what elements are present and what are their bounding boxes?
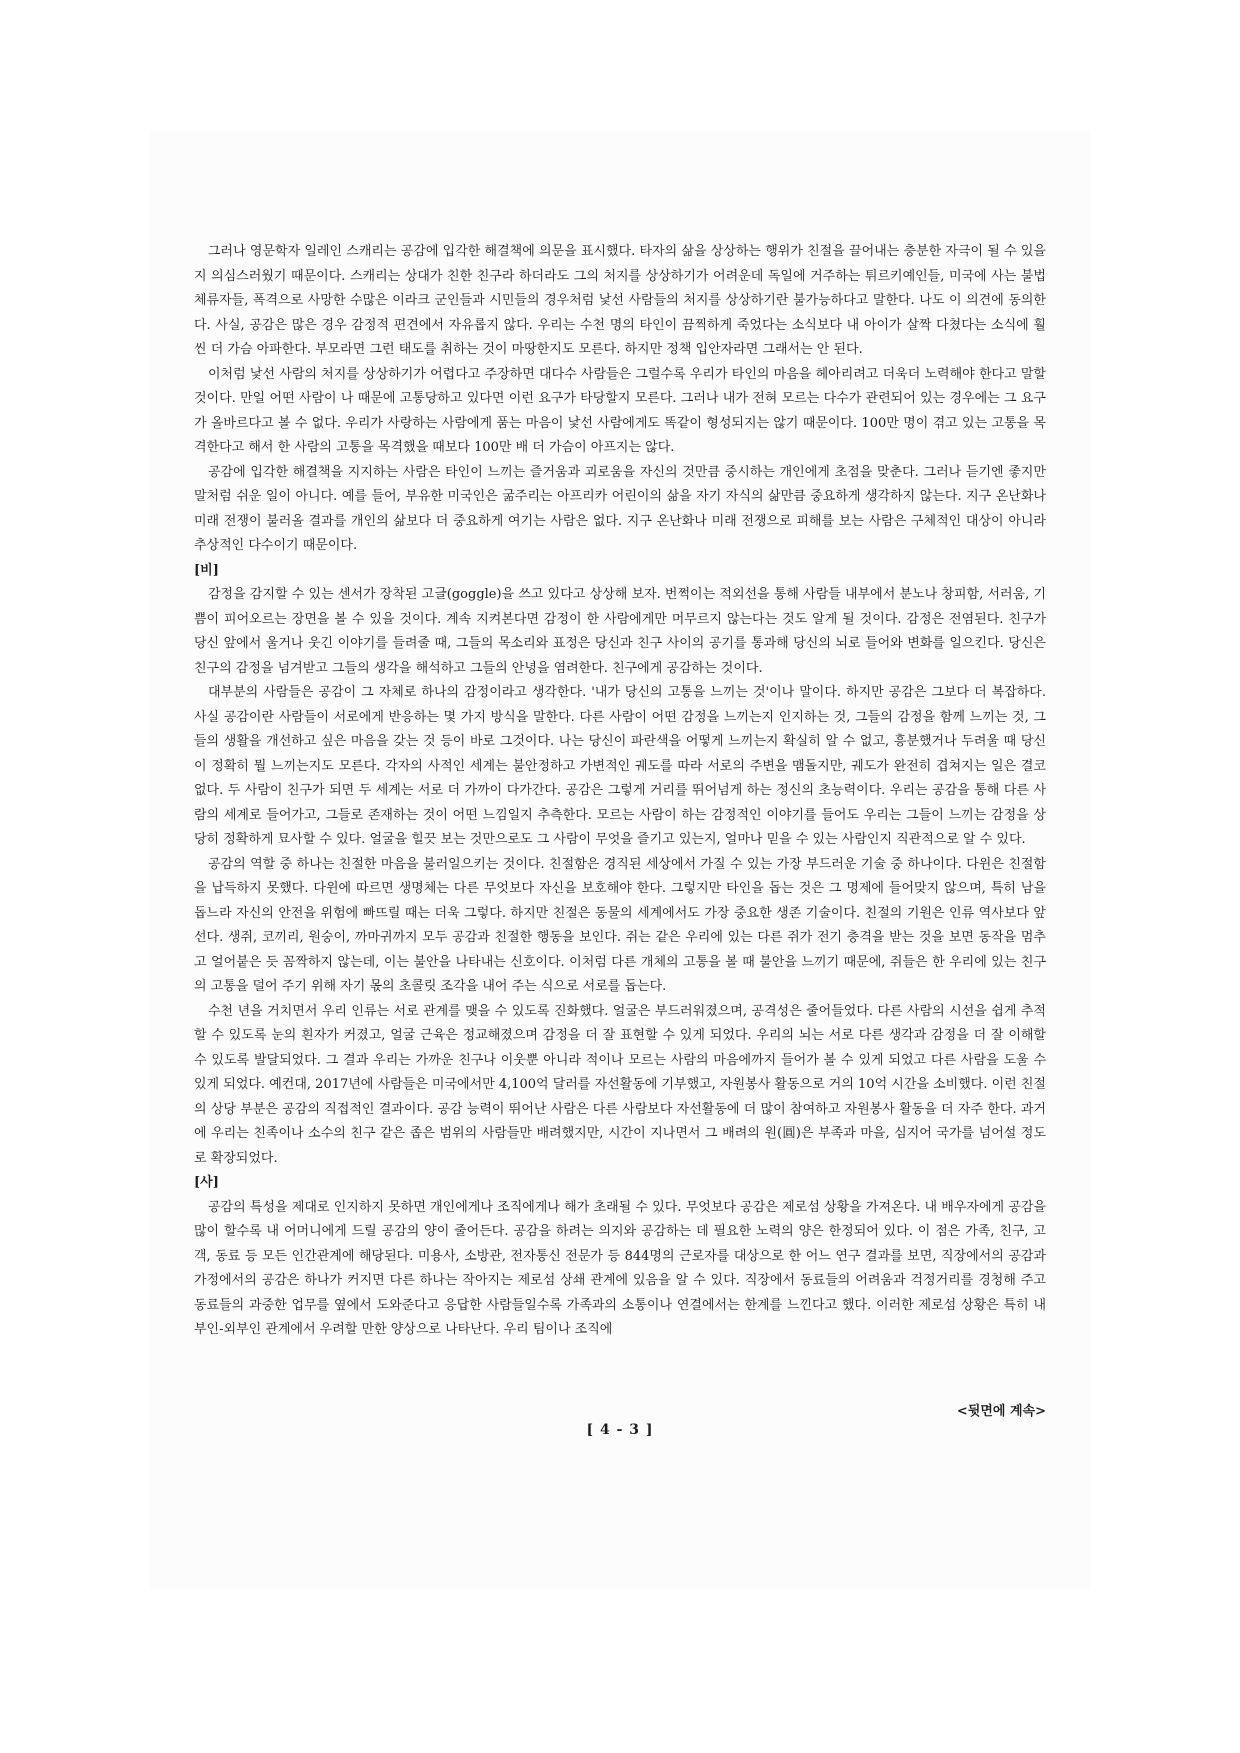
exam-page [150,130,1090,1590]
continue-note: <뒷면에 계속> [956,1404,1046,1419]
section-b-paragraph-1: 감정을 감지할 수 있는 센서가 장착된 고글(goggle)을 쓰고 있다고 상상해 보자. 번쩍이는 적외선을 통해 사람들 내부에서 분노나 창피함, 서러움, 기쁨이 피어오르는 장면을 볼 수 있을 것이다. 계속 지켜본다면 감정이 한 사람에게만 머무르지 않는다는 것도 알게 될 것이다. 감정은 전염된다. 친구가 당신 앞에서 울거나 웃긴 이야기를 들려줄 때, 그들의 목소리와 표정은 당신과 친구 사이의 공기를 통과해 당신의 뇌로 들어와 변화를 일으킨다. 당신은 친구의 감정을 넘겨받고 그들의 생각을 해석하고 그들의 안녕을 염려한다. 친구에게 공감하는 것이다. [194,587,1046,676]
intro-paragraph-2: 이처럼 낯선 사람의 처지를 상상하기가 어렵다고 주장하면 대다수 사람들은 그럴수록 우리가 타인의 마음을 헤아리려고 더욱더 노력해야 한다고 말할 것이다. 만일 어떤 사람이 나 때문에 고통당하고 있다면 이런 요구가 타당할지 모른다. 그러나 내가 전혀 모르는 다수가 관련되어 있는 경우에는 그 요구가 올바르다고 볼 수 없다. 우리가 사랑하는 사람에게 품는 마음이 낯선 사람에게도 똑같이 형성되지는 않기 때문이다. 100만 명이 겪고 있는 고통을 목격한다고 해서 한 사람의 고통을 목격했을 때보다 100만 배 더 가슴이 아프지는 않다. [194,366,1046,455]
section-label-b: [비] [194,562,219,578]
section-b-paragraph-3: 공감의 역할 중 하나는 친절한 마음을 불러일으키는 것이다. 친절함은 경직된 세상에서 가질 수 있는 가장 부드러운 기술 중 하나이다. 다윈은 친절함을 납득하지 못했다. 다윈에 따르면 생명체는 다른 무엇보다 자신을 보호해야 한다. 그렇지만 타인을 돕는 것은 그 명제에 들어맞지 않으며, 특히 남을 돕느라 자신의 안전을 위험에 빠뜨릴 때는 더욱 그렇다. 하지만 친절은 동물의 세계에서도 가장 중요한 생존 기술이다. 친절의 기원은 인류 역사보다 앞선다. 생쥐, 코끼리, 원숭이, 까마귀까지 모두 공감과 친절한 행동을 보인다. 쥐는 같은 우리에 있는 다른 쥐가 전기 충격을 받는 것을 보면 동작을 멈추고 얼어붙은 듯 꼼짝하지 않는데, 이는 불안을 나타내는 신호이다. 이처럼 다른 개체의 고통을 볼 때 불안을 느끼기 때문에, 쥐들은 한 우리에 있는 친구의 고통을 덜어 주기 위해 자기 몫의 초콜릿 조각을 내어 주는 식으로 서로를 돕는다. [194,856,1046,994]
passage-body [194,240,1046,1343]
section-b-paragraph-4: 수천 년을 거치면서 우리 인류는 서로 관계를 맺을 수 있도록 진화했다. 얼굴은 부드러워졌으며, 공격성은 줄어들었다. 다른 사람의 시선을 쉽게 추적할 수 있도록 눈의 흰자가 커졌고, 얼굴 근육은 정교해졌으며 감정을 더 잘 표현할 수 있게 되었다. 우리의 뇌는 서로 다른 생각과 감정을 더 잘 이해할 수 있도록 발달되었다. 그 결과 우리는 가까운 친구나 이웃뿐 아니라 적이나 모르는 사람의 마음에까지 들어가 볼 수 있게 되었고 다른 사람을 도울 수 있게 되었다. 예컨대, 2017년에 사람들은 미국에서만 4,100억 달러를 자선활동에 기부했고, 자원봉사 활동으로 거의 10억 시간을 소비했다. 이런 친절의 상당 부분은 공감의 직접적인 결과이다. 공감 능력이 뛰어난 사람은 다른 사람보다 자선활동에 더 많이 참여하고 자원봉사 활동을 더 자주 한다. 과거에 우리는 친족이나 소수의 친구 같은 좁은 범위의 사람들만 배려했지만, 시간이 지나면서 그 배려의 원(圓)은 부족과 마을, 심지어 국가를 넘어설 정도로 확장되었다. [194,1003,1046,1166]
page-number: [ 4 - 3 ] [586,1422,654,1438]
section-label-c: [사] [194,1175,219,1190]
section-c-paragraph-1: 공감의 특성을 제대로 인지하지 못하면 개인에게나 조직에게나 해가 초래될 수 있다. 무엇보다 공감은 제로섬 상황을 가져온다. 내 배우자에게 공감을 많이 할수록 내 어머니에게 드릴 공감의 양이 줄어든다. 공감을 하려는 의지와 공감하는 데 필요한 노력의 양은 한정되어 있다. 이 점은 가족, 친구, 고객, 동료 등 모든 인간관계에 해당된다. 미용사, 소방관, 전자통신 전문가 등 844명의 근로자를 대상으로 한 어느 연구 결과를 보면, 직장에서의 공감과 가정에서의 공감은 하나가 커지면 다른 하나는 작아지는 제로섬 상쇄 관계에 있음을 알 수 있다. 직장에서 동료들의 어려움과 걱정거리를 경청해 주고 동료들의 과중한 업무를 옆에서 도와준다고 응답한 사람들일수록 가족과의 소통이나 연결에서는 한계를 느낀다고 했다. 이러한 제로섬 상황은 특히 내부인-외부인 관계에서 우려할 만한 양상으로 나타난다. 우리 팀이나 조직에 [194,1199,1046,1337]
intro-paragraph-1: 그러나 영문학자 일레인 스캐리는 공감에 입각한 해결책에 의문을 표시했다. 타자의 삶을 상상하는 행위가 친절을 끌어내는 충분한 자극이 될 수 있을지 의심스러웠기 때문이다. 스캐리는 상대가 친한 친구라 하더라도 그의 처지를 상상하기가 어려운데 독일에 거주하는 튀르키예인들, 미국에 사는 불법체류자들, 폭격으로 사망한 수많은 이라크 군인들과 시민들의 경우처럼 낯선 사람들의 처지를 상상하기란 불가능하다고 말한다. 나도 이 의견에 동의한다. 사실, 공감은 많은 경우 감정적 편견에서 자유롭지 않다. 우리는 수천 명의 타인이 끔찍하게 죽었다는 소식보다 내 아이가 살짝 다쳤다는 소식에 훨씬 더 가슴 아파한다. 부모라면 그런 태도를 취하는 것이 마땅한지도 모른다. 하지만 정책 입안자라면 그래서는 안 된다. [194,244,1046,357]
section-b-paragraph-2: 대부분의 사람들은 공감이 그 자체로 하나의 감정이라고 생각한다. '내가 당신의 고통을 느끼는 것'이나 말이다. 하지만 공감은 그보다 더 복잡하다. 사실 공감이란 사람들이 서로에게 반응하는 몇 가지 방식을 말한다. 다른 사람이 어떤 감정을 느끼는지 인지하는 것, 그들의 감정을 함께 느끼는 것, 그들의 생활을 개선하고 싶은 마음을 갖는 것 등이 바로 그것이다. 나는 당신이 파란색을 어떻게 느끼는지 확실히 알 수 없고, 흥분했거나 두려울 때 당신이 정확히 뭘 느끼는지도 모른다. 각자의 사적인 세계는 불안정하고 가변적인 궤도를 따라 서로의 주변을 맴돌지만, 궤도가 완전히 겹쳐지는 일은 결코 없다. 두 사람이 친구가 되면 두 세계는 서로 더 가까이 다가간다. 공감은 그렇게 거리를 뛰어넘게 하는 정신의 초능력이다. 우리는 공감을 통해 다른 사람의 세계로 들어가고, 그들로 존재하는 것이 어떤 느낌일지 추측한다. 모르는 사람이 하는 감정적인 이야기를 들어도 우리는 그들이 느끼는 감정을 상당히 정확하게 묘사할 수 있다. 얼굴을 힐끗 보는 것만으로도 그 사람이 무엇을 즐기고 있는지, 얼마나 믿을 수 있는 사람인지 직관적으로 알 수 있다. [194,685,1046,847]
intro-paragraph-3: 공감에 입각한 해결책을 지지하는 사람은 타인이 느끼는 즐거움과 괴로움을 자신의 것만큼 중시하는 개인에게 초점을 맞춘다. 그러나 듣기엔 좋지만 말처럼 쉬운 일이 아니다. 예를 들어, 부유한 미국인은 굶주리는 아프리카 어린이의 삶을 자기 자식의 삶만큼 중요하게 생각하지 않는다. 지구 온난화나 미래 전쟁이 불러올 결과를 개인의 삶보다 더 중요하게 여기는 사람은 없다. 지구 온난화나 미래 전쟁으로 피해를 보는 사람은 구체적인 대상이 아니라 추상적인 다수이기 때문이다. [194,464,1046,553]
